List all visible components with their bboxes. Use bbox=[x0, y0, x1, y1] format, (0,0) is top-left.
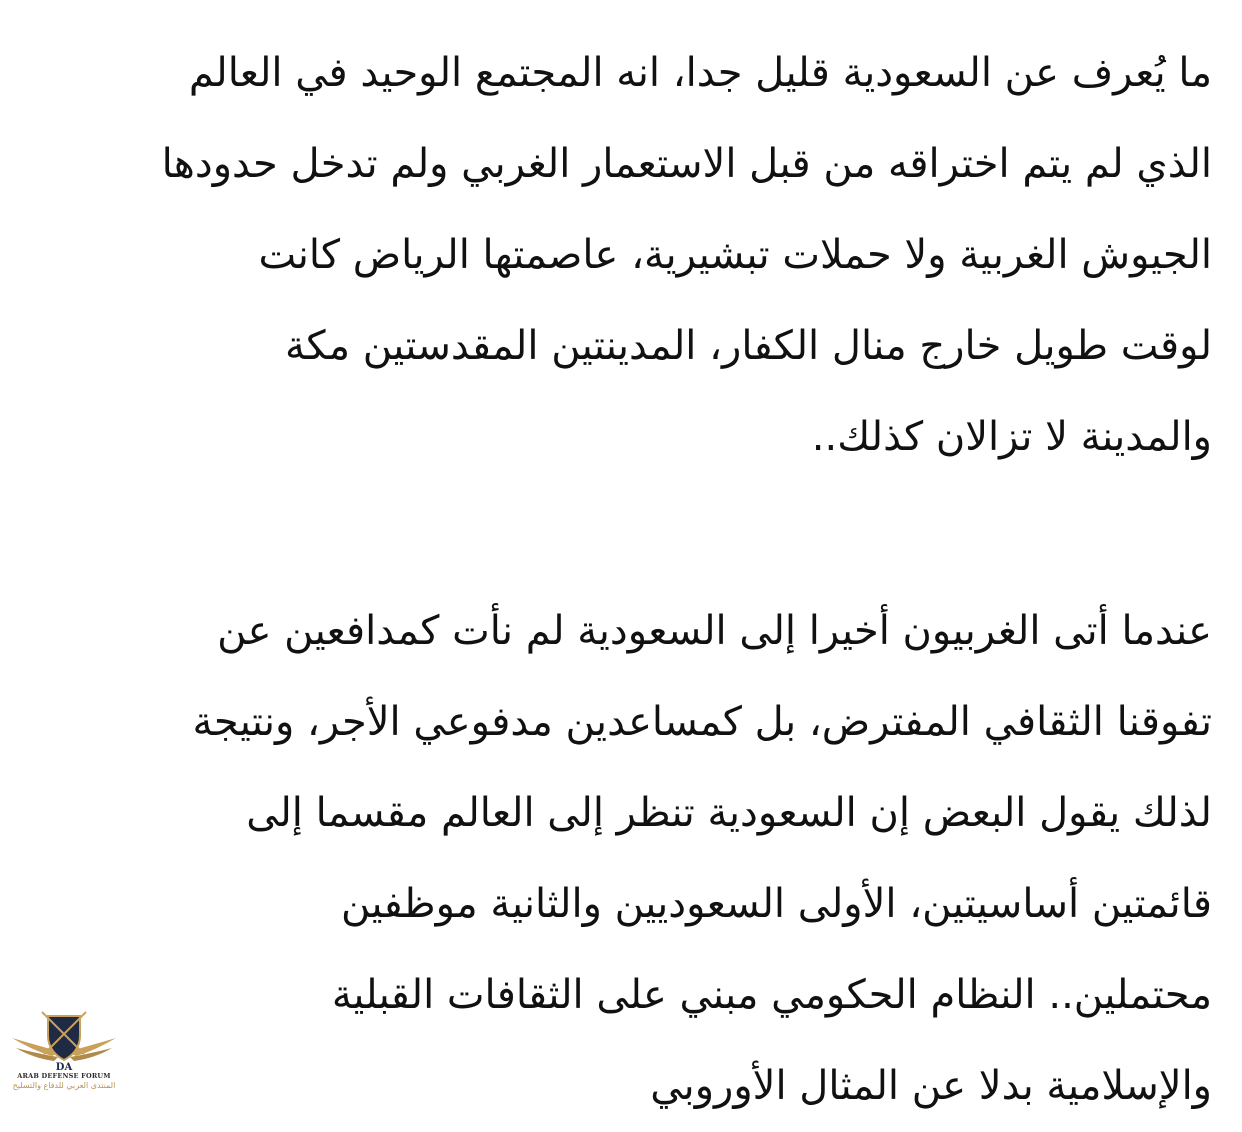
paragraph-2 bbox=[40, 586, 1212, 1132]
logo-name-en: ARAB DEFENSE FORUM bbox=[17, 1072, 111, 1080]
text-line: لذلك يقول البعض إن السعودية تنظر إلى العالم مقسما إلى bbox=[246, 790, 1212, 836]
text-line: عندما أتى الغربيون أخيرا إلى السعودية لم نأت كمدافعين عن bbox=[217, 608, 1212, 654]
paragraph-spacer bbox=[40, 483, 1212, 586]
text-line: والمدينة لا تزالان كذلك.. bbox=[811, 414, 1212, 460]
logo-name-ar: المنتدى العربي للدفاع والتسليح bbox=[12, 1081, 116, 1090]
shield-wings-icon bbox=[8, 1008, 120, 1074]
article-body bbox=[40, 28, 1212, 1132]
text-line: محتملين.. النظام الحكومي مبني على الثقافات القبلية bbox=[331, 972, 1212, 1018]
text-line: والإسلامية بدلا عن المثال الأوروبي bbox=[650, 1063, 1212, 1109]
text-line: ما يُعرف عن السعودية قليل جدا، انه المجتمع الوحيد في العالم bbox=[188, 50, 1212, 96]
text-line: الذي لم يتم اختراقه من قبل الاستعمار الغربي ولم تدخل حدودها bbox=[161, 141, 1212, 187]
text-line: لوقت طويل خارج منال الكفار، المدينتين المقدستين مكة bbox=[285, 323, 1212, 369]
text-line: قائمتين أساسيتين، الأولى السعوديين والثانية موظفين bbox=[340, 881, 1212, 927]
logo-monogram: DA bbox=[55, 1062, 73, 1073]
arab-defense-forum-logo bbox=[8, 1008, 120, 1094]
text-line: الجيوش الغربية ولا حملات تبشيرية، عاصمتها الرياض كانت bbox=[258, 232, 1212, 278]
text-line: تفوقنا الثقافي المفترض، بل كمساعدين مدفوعي الأجر، ونتيجة bbox=[192, 699, 1212, 745]
paragraph-1 bbox=[40, 28, 1212, 483]
